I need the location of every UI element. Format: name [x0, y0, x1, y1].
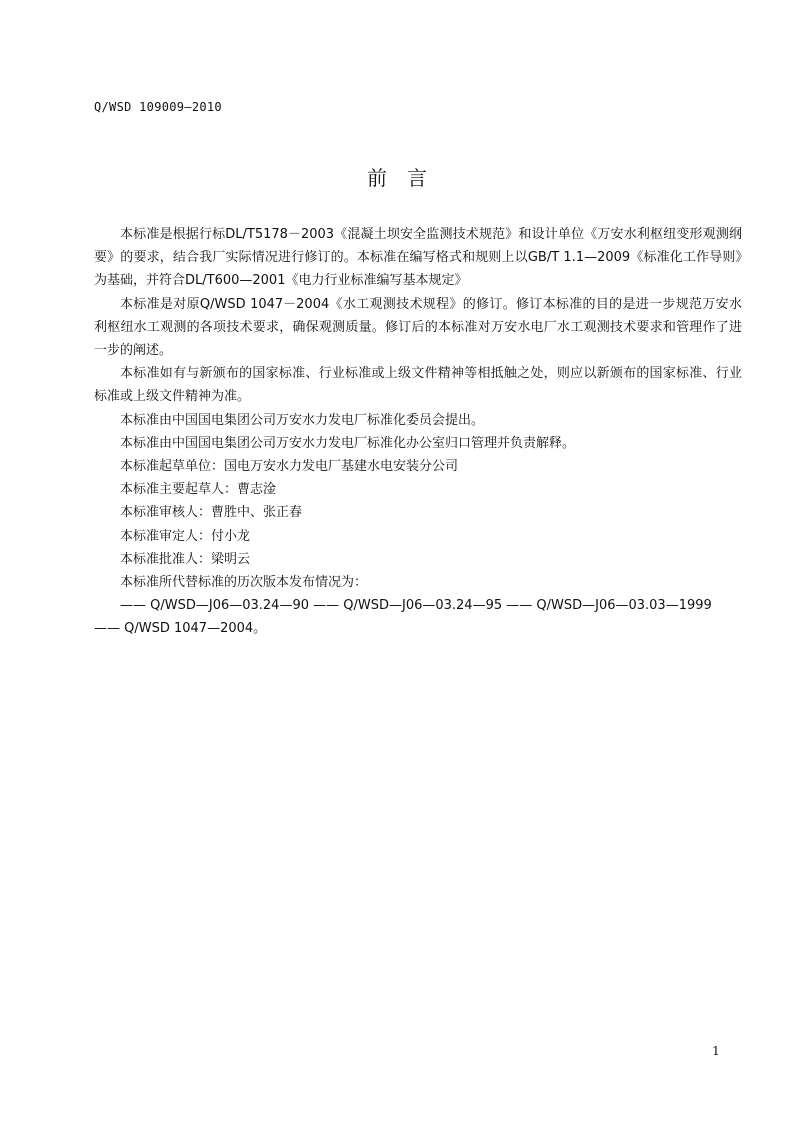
paragraph-version-history-intro: 本标准所代替标准的历次版本发布情况为：	[120, 575, 368, 591]
paragraph-conflict-rule: 本标准如有与新颁布的国家标准、行业标准或上级文件精神等相抵触之处，则应以新颁布的国家标准、行业标准或上级文件精神为准。	[94, 366, 742, 405]
paragraph-reviewers: 本标准审核人：曹胜中、张正春	[120, 505, 303, 521]
document-code: Q/WSD 109009—2010	[94, 100, 222, 114]
version-history-line-1: —— Q/WSD—J06—03.24—90 —— Q/WSD—J06—03.24—95 —— Q/WSD—J06—03.03—1999	[120, 598, 712, 614]
document-body	[94, 223, 742, 641]
paragraph-validator: 本标准审定人：付小龙	[120, 528, 251, 544]
paragraph-drafting-unit: 本标准起草单位：国电万安水力发电厂基建水电安装分公司	[120, 459, 459, 475]
paragraph-proposed-by: 本标准由中国国电集团公司万安水力发电厂标准化委员会提出。	[120, 412, 485, 428]
page-number: 1	[712, 1044, 720, 1058]
paragraph-interpretation: 本标准由中国国电集团公司万安水力发电厂标准化办公室归口管理并负责解释。	[120, 435, 576, 451]
version-history-line-2: —— Q/WSD 1047—2004。	[94, 621, 267, 637]
page-title: 前言	[367, 166, 447, 190]
paragraph-basis: 本标准是根据行标DL/T5178－2003《混凝土坝安全监测技术规范》和设计单位《万安水利枢纽变形观测纲要》的要求，结合我厂实际情况进行修订的。本标准在编写格式和规则上以GB/T 1.1—2009《标准化工作导则》为基础，并符合DL/T600—2001《电力行业标准编写基本规定》	[94, 227, 742, 289]
paragraph-main-drafter: 本标准主要起草人：曹志淦	[120, 482, 277, 498]
paragraph-revision: 本标准是对原Q/WSD 1047－2004《水工观测技术规程》的修订。修订本标准的目的是进一步规范万安水利枢纽水工观测的各项技术要求，确保观测质量。修订后的本标准对万安水电厂水工观测技术要求和管理作了进一步的阐述。	[94, 296, 742, 359]
paragraph-approver: 本标准批准人：梁明云	[120, 551, 251, 567]
